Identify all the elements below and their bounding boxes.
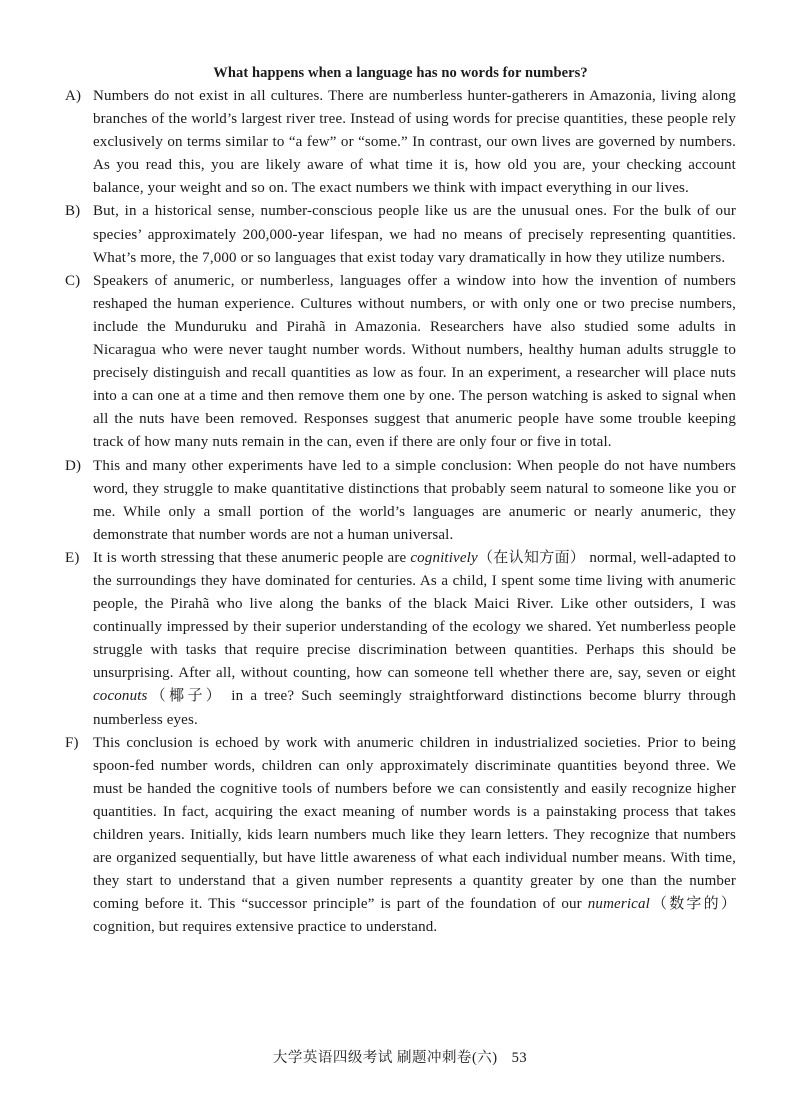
italic-term: numerical	[587, 896, 650, 913]
paragraph-e	[65, 547, 736, 732]
italic-term: coconuts	[93, 688, 148, 705]
book-title: 大学英语四级考试 刷题冲刺卷(六)	[272, 1050, 498, 1066]
paragraph-b	[65, 200, 736, 269]
paragraph-label: A)	[65, 88, 82, 104]
page-number: 53	[511, 1050, 528, 1066]
paragraph-text: Numbers do not exist in all cultures. There are numberless hunter-gatherers in Amazonia, living along branches of the world’s largest river tree. Instead of using words for precise quantities, these people rely exclusively on terms similar to “a few” or “some.” In contrast, our own lives are governed by numbers. As you read this, you are likely aware of what time it is, how old you are, your checking account balance, your weight and so on. The exact numbers we think with impact everything in our lives.	[93, 88, 736, 197]
passage-title: What happens when a language has no words for numbers?	[213, 65, 588, 81]
paragraph-c	[65, 270, 736, 455]
italic-term: cognitively	[410, 549, 478, 566]
paragraph-label: B)	[65, 203, 81, 220]
page-footer	[0, 1046, 800, 1067]
paragraph-label: D)	[65, 457, 82, 474]
document-page	[65, 62, 736, 939]
paragraph-f	[65, 732, 736, 940]
paragraph-text: It is worth stressing that these anumeric people are	[93, 549, 411, 566]
paragraph-text: （在认知方面） normal, well-adapted to the surroundings they have dominated for centuries. As a child, I spent some time living with anumeric people, the Pirahã who live along the banks of the black Maici River. Like other outsiders, I was continually impressed by their superior understanding of the ecology we shared. Yet numberless people struggle with tasks that require precise discrimination between quantities. Perhaps this should be unsurprising. After all, without counting, how can someone tell whether there are, say, seven or eight	[93, 549, 736, 682]
paragraph-text: （数字的） cognition, but requires extensive practice to understand.	[93, 896, 736, 936]
paragraph-text: This conclusion is echoed by work with anumeric children in industrialized societies. Prior to being spoon-fed number words, children can only approximately discriminate quantities beyond three. We must be handed the cognitive tools of numbers before we can consistently and easily recognize higher quantities. In fact, acquiring the exact meaning of number words is a painstaking process that takes children years. Initially, kids learn numbers much like they learn letters. They recognize that numbers are organized sequentially, but have little awareness of what each individual number means. With time, they start to understand that a given number represents a quantity greater by one than the number coming before it. This “successor principle” is part of the foundation of our	[93, 734, 736, 913]
paragraph-label: C)	[65, 272, 81, 289]
paragraph-text: Speakers of anumeric, or numberless, languages offer a window into how the invention of numbers reshaped the human experience. Cultures without numbers, or with only one or two precise numbers, include the Munduruku and Pirahã in Amazonia. Researchers have also studied some adults in Nicaragua who were never taught number words. Without numbers, healthy human adults struggle to precisely distinguish and recall quantities as low as four. In an experiment, a researcher will place nuts into a can one at a time and then remove them one by one. The person watching is asked to signal when all the nuts have been removed. Responses suggest that anumeric people have some trouble keeping track of how many nuts remain in the can, even if there are only four or five in total.	[93, 272, 736, 451]
paragraph-a	[65, 85, 736, 200]
paragraph-label: E)	[65, 549, 80, 566]
paragraph-text: （椰子） in a tree? Such seemingly straightforward distinctions become blurry through numberless eyes.	[93, 688, 736, 728]
paragraph-text: This and many other experiments have led to a simple conclusion: When people do not have numbers word, they struggle to make quantitative distinctions that probably seem natural to someone like you or me. While only a small portion of the world’s languages are anumeric or nearly anumeric, they demonstrate that number words are not a human universal.	[93, 457, 736, 543]
paragraph-label: F)	[65, 734, 79, 751]
paragraph-text: But, in a historical sense, number-conscious people like us are the unusual ones. For the bulk of our species’ approximately 200,000-year lifespan, we had no means of precisely representing quantities. What’s more, the 7,000 or so languages that exist today vary dramatically in how they utilize numbers.	[93, 203, 736, 266]
paragraph-d	[65, 455, 736, 547]
